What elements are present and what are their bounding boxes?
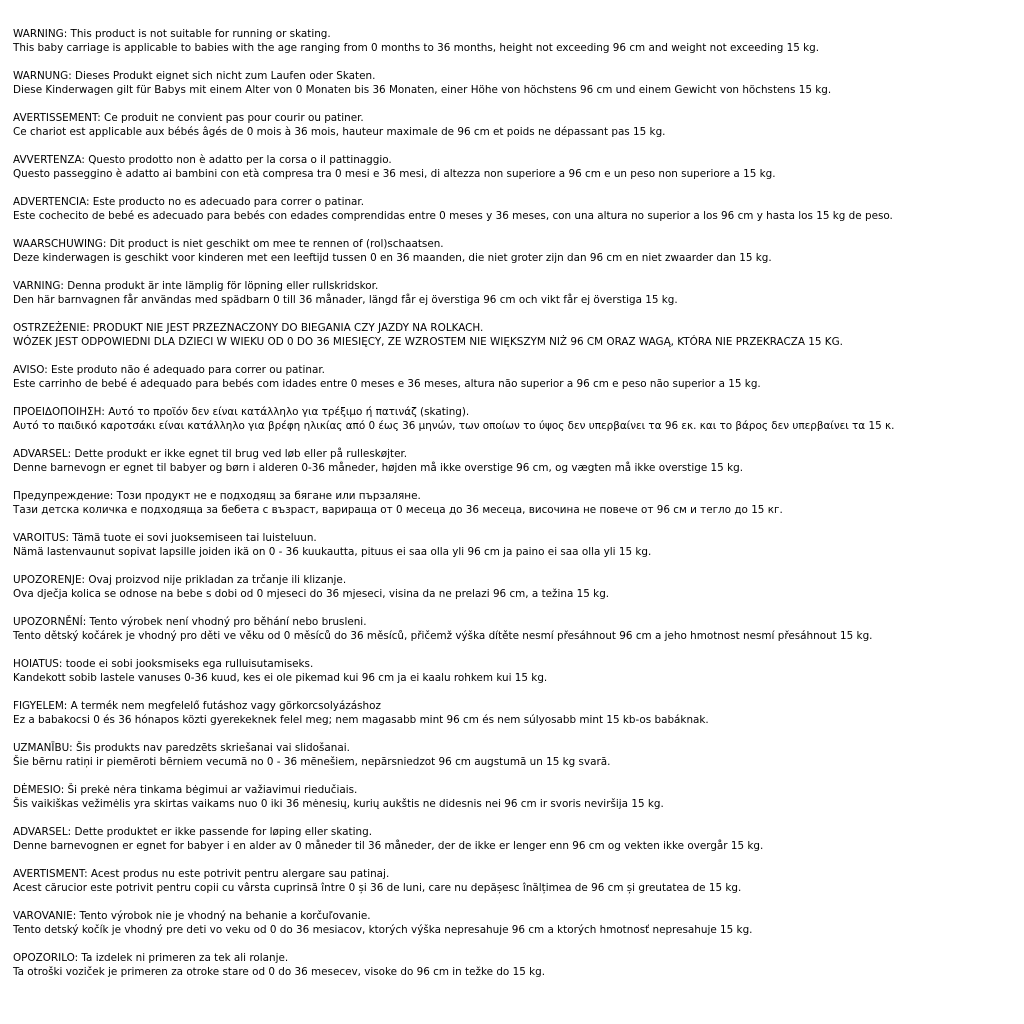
warning-description-ro: Acest cărucior este potrivit pentru copii cu vârsta cuprinsă între 0 și 36 de luni, care nu depășesc înălțimea de 96 cm și greutatea de 15 kg. [13, 881, 742, 894]
warning-heading-cs: UPOZORNĚNÍ: Tento výrobek není vhodný pro běhání nebo brusleni. [13, 615, 367, 628]
warning-block-pl [13, 321, 1021, 350]
warning-heading-ro: AVERTISMENT: Acest produs nu este potrivit pentru alergare sau patinaj. [13, 867, 390, 880]
warning-description-el: Αυτό το παιδικό καροτσάκι είναι κατάλληλο για βρέφη ηλικίας από 0 έως 36 μηνών, των οποίων το ύψος δεν υπερβαίνει τα 96 εκ. και το βάρος δεν υπερβαίνει τα 15 κ. [13, 420, 895, 433]
warning-block-cs [13, 615, 1021, 644]
warning-heading-pl: OSTRZEŻENIE: PRODUKT NIE JEST PRZEZNACZONY DO BIEGANIA CZY JAZDY NA ROLKACH. [13, 321, 484, 334]
multilingual-warning-document [13, 27, 1021, 993]
warning-heading-pt: AVISO: Este produto não é adequado para correr ou patinar. [13, 363, 325, 376]
warning-block-it [13, 153, 1021, 182]
warning-heading-en: WARNING: This product is not suitable for running or skating. [13, 28, 331, 40]
warning-block-bg [13, 489, 1021, 518]
warning-heading-es: ADVERTENCIA: Este producto no es adecuado para correr o patinar. [13, 195, 365, 208]
warning-block-et [13, 657, 1021, 686]
warning-heading-nl: WAARSCHUWING: Dit product is niet geschikt om mee te rennen of (rol)schaatsen. [13, 237, 444, 250]
warning-description-lv: Šie bērnu ratiņi ir piemēroti bērniem vecumā no 0 - 36 mēnešiem, nepārsniedzot 96 cm augstumā un 15 kg svarā. [13, 756, 611, 769]
warning-description-cs: Tento dětský kočárek je vhodný pro děti ve věku od 0 měsíců do 36 měsíců, přičemž výška dítěte nesmí přesáhnout 96 cm a jeho hmotnost nesmí přesáhnout 15 kg. [13, 630, 873, 643]
warning-description-fr: Ce chariot est applicable aux bébés âgés de 0 mois à 36 mois, hauteur maximale de 96 cm et poids ne dépassant pas 15 kg. [13, 126, 666, 139]
warning-description-bg: Тази детска количка е подходяща за бебета с възраст, варираща от 0 месеца до 36 месеца, височина не повече от 96 см и тегло до 15 кг. [13, 504, 783, 517]
warning-block-no [13, 825, 1021, 854]
warning-description-en: This baby carriage is applicable to babies with the age ranging from 0 months to 36 months, height not exceeding 96 cm and weight not exceeding 15 kg. [13, 42, 820, 55]
warning-block-lv [13, 741, 1021, 770]
warning-description-es: Este cochecito de bebé es adecuado para bebés con edades comprendidas entre 0 meses y 36 meses, con una altura no superior a los 96 cm y hasta los 15 kg de peso. [13, 210, 893, 223]
warning-description-nl: Deze kinderwagen is geschikt voor kinderen met een leeftijd tussen 0 en 36 maanden, die niet groter zijn dan 96 cm en niet zwaarder dan 15 kg. [13, 252, 772, 265]
warning-block-fr [13, 111, 1021, 140]
warning-heading-hu: FIGYELEM: A termék nem megfelelő futáshoz vagy görkorcsolyázáshoz [13, 699, 381, 712]
warning-description-no: Denne barnevognen er egnet for babyer i en alder av 0 måneder til 36 måneder, der de ikke er lenger enn 96 cm og vekten ikke overgår 15 kg. [13, 840, 764, 852]
warning-heading-no: ADVARSEL: Dette produktet er ikke passende for løping eller skating. [13, 825, 372, 838]
warning-description-pl: WÓZEK JEST ODPOWIEDNI DLA DZIECI W WIEKU OD 0 DO 36 MIESIĘCY, ZE WZROSTEM NIE WIĘKSZYM NIŻ 96 CM ORAZ WAGĄ, KTÓRA NIE PRZEKRACZA 15 KG. [13, 336, 843, 349]
warning-block-hu [13, 699, 1021, 728]
warning-description-da: Denne barnevogn er egnet til babyer og børn i alderen 0-36 måneder, højden må ikke overstige 96 cm, og vægten må ikke overstige 15 kg. [13, 462, 743, 475]
warning-description-lt: Šis vaikiškas vežimėlis yra skirtas vaikams nuo 0 iki 36 mėnesių, kurių aukštis ne didesnis nei 96 cm ir svoris neviršija 15 kg. [13, 798, 664, 811]
warning-description-sv: Den här barnvagnen får användas med spädbarn 0 till 36 månader, längd får ej överstiga 96 cm och vikt får ej överstiga 15 kg. [13, 294, 678, 307]
warning-heading-et: HOIATUS: toode ei sobi jooksmiseks ega rulluisutamiseks. [13, 657, 314, 670]
warning-block-da [13, 447, 1021, 476]
warning-heading-fr: AVERTISSEMENT: Ce produit ne convient pas pour courir ou patiner. [13, 111, 364, 124]
warning-block-pt [13, 363, 1021, 392]
warning-block-sk [13, 909, 1021, 938]
warning-block-sv [13, 279, 1021, 308]
warning-description-hr: Ova dječja kolica se odnose na bebe s dobi od 0 mjeseci do 36 mjeseci, visina da ne prelazi 96 cm, a težina 15 kg. [13, 588, 610, 601]
warning-block-es [13, 195, 1021, 224]
warning-description-it: Questo passeggino è adatto ai bambini con età compresa tra 0 mesi e 36 mesi, di altezza non superiore a 96 cm e un peso non superiore a 15 kg. [13, 168, 776, 181]
warning-description-fi: Nämä lastenvaunut sopivat lapsille joiden ikä on 0 - 36 kuukautta, pituus ei saa olla yli 96 cm ja paino ei saa olla yli 15 kg. [13, 546, 652, 559]
warning-heading-sk: VAROVANIE: Tento výrobok nie je vhodný na behanie a korčuľovanie. [13, 909, 371, 922]
warning-heading-it: AVVERTENZA: Questo prodotto non è adatto per la corsa o il pattinaggio. [13, 153, 392, 166]
warning-heading-fi: VAROITUS: Tämä tuote ei sovi juoksemiseen tai luisteluun. [13, 531, 317, 544]
warning-description-hu: Ez a babakocsi 0 és 36 hónapos közti gyerekeknek felel meg; nem magasabb mint 96 cm és nem súlyosabb mint 15 kb-os babáknak. [13, 714, 709, 727]
warning-description-et: Kandekott sobib lastele vanuses 0-36 kuud, kes ei ole pikemad kui 96 cm ja ei kaalu rohkem kui 15 kg. [13, 672, 548, 685]
warning-heading-sl: OPOZORILO: Ta izdelek ni primeren za tek ali rolanje. [13, 951, 289, 964]
warning-heading-bg: Предупреждение: Този продукт не е подходящ за бягане или пързаляне. [13, 489, 421, 502]
warning-heading-sv: VARNING: Denna produkt är inte lämplig för löpning eller rullskridskor. [13, 279, 379, 292]
warning-block-sl [13, 951, 1021, 980]
warning-block-de [13, 69, 1021, 98]
warning-block-lt [13, 783, 1021, 812]
warning-heading-da: ADVARSEL: Dette produkt er ikke egnet til brug ved løb eller på rulleskøjter. [13, 447, 408, 460]
warning-block-fi [13, 531, 1021, 560]
warning-heading-lt: DĖMESIO: Ši prekė nėra tinkama bėgimui ar važiavimui riedučiais. [13, 783, 358, 796]
warning-description-pt: Este carrinho de bebé é adequado para bebés com idades entre 0 meses e 36 meses, altura não superior a 96 cm e peso não superior a 15 kg. [13, 378, 761, 391]
warning-description-de: Diese Kinderwagen gilt für Babys mit einem Alter von 0 Monaten bis 36 Monaten, einer Höhe von höchstens 96 cm und einem Gewicht von höchstens 15 kg. [13, 84, 832, 97]
warning-block-ro [13, 867, 1021, 896]
warning-block-en [13, 27, 1021, 56]
warning-description-sk: Tento detský kočík je vhodný pre deti vo veku od 0 do 36 mesiacov, ktorých výška nepresahuje 96 cm a ktorých hmotnosť nepresahuje 15 kg. [13, 923, 753, 936]
warning-block-nl [13, 237, 1021, 266]
warning-heading-de: WARNUNG: Dieses Produkt eignet sich nicht zum Laufen oder Skaten. [13, 69, 376, 82]
warning-block-hr [13, 573, 1021, 602]
warning-heading-hr: UPOZORENJE: Ovaj proizvod nije prikladan za trčanje ili klizanje. [13, 573, 347, 586]
warning-description-sl: Ta otroški voziček je primeren za otroke stare od 0 do 36 mesecev, visoke do 96 cm in težke do 15 kg. [13, 965, 546, 978]
warning-block-el [13, 405, 1021, 434]
warning-heading-lv: UZMANĪBU: Šis produkts nav paredzēts skriešanai vai slidošanai. [13, 741, 350, 754]
warning-heading-el: ΠΡΟΕΙΔΟΠΟΙΗΣΗ: Αυτό το προϊόν δεν είναι κατάλληλο για τρέξιμο ή πατινάζ (skating). [13, 405, 470, 418]
